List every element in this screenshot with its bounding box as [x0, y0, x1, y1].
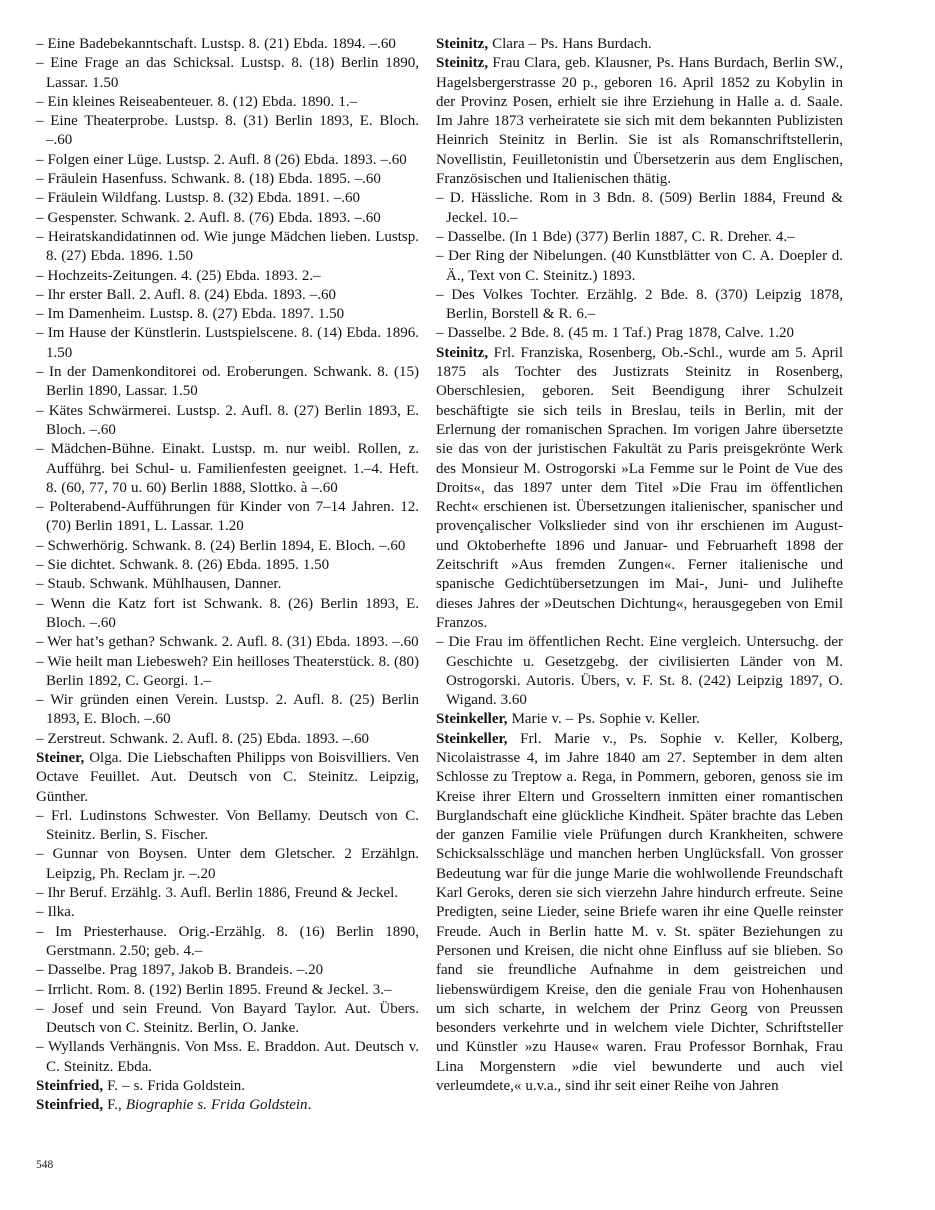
- work-list-item: – Ein kleines Reiseabenteuer. 8. (12) Ebda. 1890. 1.–: [36, 93, 358, 110]
- work-list-item: – Der Ring der Nibelungen. (40 Kunstblätter von C. A. Doepler d. Ä., Text von C. Steinitz.) 1893.: [436, 248, 843, 284]
- work-list-item: – Ihr erster Ball. 2. Aufl. 8. (24) Ebda. 1893. –.60: [36, 286, 337, 303]
- entry-surname: Steinfried,: [36, 1097, 104, 1114]
- work-list-item: – Im Hause der Künstlerin. Lustspielscene. 8. (14) Ebda. 1896. 1.50: [36, 325, 419, 361]
- work-list-item: – Eine Theaterprobe. Lustsp. 8. (31) Berlin 1893, E. Bloch. –.60: [36, 113, 419, 149]
- work-list-item: – Frl. Ludinstons Schwester. Von Bellamy. Deutsch von C. Steinitz. Berlin, S. Fischer.: [36, 807, 419, 844]
- work-list-item: – Folgen einer Lüge. Lustsp. 2. Aufl. 8 (26) Ebda. 1893. –.60: [36, 151, 407, 168]
- work-list-item: – Polterabend-Aufführungen für Kinder von 7–14 Jahren. 12. (70) Berlin 1891, L. Lassar. 1.20: [36, 499, 419, 535]
- entry-surname: Steinitz,: [436, 344, 489, 361]
- lexicon-entry: Steiner, Olga. Die Liebschaften Philipps von Boisvilliers. Ven Octave Feuillet. Aut. Deutsch von C. Steinitz. Leipzig, Günther.: [36, 749, 419, 805]
- work-list-item: – Fräulein Hasenfuss. Schwank. 8. (18) Ebda. 1895. –.60: [36, 171, 381, 188]
- work-list-item: – Dasselbe. (In 1 Bde) (377) Berlin 1887, C. R. Dreher. 4.–: [436, 228, 795, 245]
- work-list-item: – Im Priesterhause. Orig.-Erzählg. 8. (16) Berlin 1890, Gerstmann. 2.50; geb. 4.–: [36, 923, 419, 959]
- work-list-item: – Gespenster. Schwank. 2. Aufl. 8. (76) Ebda. 1893. –.60: [36, 209, 381, 226]
- entry-surname: Steinitz,: [436, 36, 489, 52]
- work-list-item: – Hochzeits-Zeitungen. 4. (25) Ebda. 1893. 2.–: [36, 267, 321, 284]
- work-list-item: – Schwerhörig. Schwank. 8. (24) Berlin 1894, E. Bloch. –.60: [36, 537, 406, 554]
- lexicon-entry: Steinfried, F., Biographie s. Frida Goldstein.: [36, 1097, 312, 1114]
- work-list-item: – Gunnar von Boysen. Unter dem Gletscher. 2 Erzählgn. Leipzig, Ph. Reclam jr. –.20: [36, 846, 419, 882]
- work-list-item: – Wenn die Katz fort ist Schwank. 8. (26) Berlin 1893, E. Bloch. –.60: [36, 595, 419, 631]
- entry-surname: Steiner,: [36, 749, 85, 766]
- work-list-item: – Sie dichtet. Schwank. 8. (26) Ebda. 1895. 1.50: [36, 557, 330, 574]
- work-list-item: – Heiratskandidatinnen od. Wie junge Mädchen lieben. Lustsp. 8. (27) Ebda. 1896. 1.50: [36, 228, 419, 265]
- work-list-item: – D. Hässliche. Rom in 3 Bdn. 8. (509) Berlin 1884, Freund & Jeckel. 10.–: [436, 190, 843, 226]
- two-column-text-block: [36, 35, 843, 1116]
- work-list-item: – Wie heilt man Liebesweh? Ein heilloses Theaterstück. 8. (80) Berlin 1892, C. Georgi. 1.–: [36, 653, 419, 689]
- work-list-item: – Kätes Schwärmerei. Lustsp. 2. Aufl. 8. (27) Berlin 1893, E. Bloch. –.60: [36, 402, 419, 438]
- work-list-item: – Staub. Schwank. Mühlhausen, Danner.: [36, 576, 282, 593]
- work-list-item: – Dasselbe. Prag 1897, Jakob B. Brandeis. –.20: [36, 962, 324, 979]
- entry-italic-reference: Biographie s. Frida Goldstein: [125, 1097, 308, 1114]
- work-list-item: – Irrlicht. Rom. 8. (192) Berlin 1895. Freund & Jeckel. 3.–: [36, 981, 392, 998]
- entry-surname: Steinkeller,: [436, 711, 508, 728]
- work-list-item: – Eine Badebekanntschaft. Lustsp. 8. (21) Ebda. 1894. –.60: [36, 36, 396, 52]
- lexicon-entry: Steinfried, F. – s. Frida Goldstein.: [36, 1078, 246, 1095]
- work-list-item: – Fräulein Wildfang. Lustsp. 8. (32) Ebda. 1891. –.60: [36, 190, 360, 207]
- lexicon-entry: Steinitz, Frl. Franziska, Rosenberg, Ob.-Schl., wurde am 5. April 1875 als Tochter des Justizrats Steinitz in Rosenberg, Oberschlesien, geboren. Seit Beendigung ihrer Schulzeit beschäftigte sie sich teils in Breslau, teils in Berlin, mit der Erlernung der romanischen Sprachen. Im vorigen Jahre übersetzte sie das von der juristischen Fakultät zu Paris preisgekrönte Werk des Monsieur M. Ostrogorski »La Femme sur le Point de Vue des Droits«, das 1897 unter dem Titel »Die Frau im öffentlichen Recht« erschienen ist. Übersetzungen italienischer, spanischer und provençalischer Volkslieder sind von ihr erschienen im August- und Oktoberhefte 1896 und Januar- und Februarheft 1898 der Zeitschrift »Aus fremden Zungen«. Ferner italienische und spanische Gedichtübersetzungen im Mai-, Juni- und Julihefte dieses Jahres der »Deutschen Dichtung«, herausgegeben von Emil Franzos.: [436, 344, 843, 631]
- work-list-item: – Dasselbe. 2 Bde. 8. (45 m. 1 Taf.) Prag 1878, Calve. 1.20: [436, 325, 795, 342]
- work-list-item: – Josef und sein Freund. Von Bayard Taylor. Aut. Übers. Deutsch von C. Steinitz. Berlin, O. Janke.: [36, 1000, 419, 1037]
- work-list-item: – Wer hat’s gethan? Schwank. 2. Aufl. 8. (31) Ebda. 1893. –.60: [36, 634, 419, 651]
- work-list-item: – In der Damenkonditorei od. Eroberungen. Schwank. 8. (15) Berlin 1890, Lassar. 1.50: [36, 364, 419, 400]
- work-list-item: – Die Frau im öffentlichen Recht. Eine vergleich. Untersuchg. der Geschichte u. Gesetzgebg. der civilisierten Länder von M. Ostrogorski. Autoris. Übers, v. F. St. 8. (242) Leipzig 1897, O. Wigand. 3.60: [436, 634, 843, 709]
- work-list-item: – Wir gründen einen Verein. Lustsp. 2. Aufl. 8. (25) Berlin 1893, E. Bloch. –.60: [36, 692, 419, 728]
- entry-surname: Steinfried,: [36, 1078, 104, 1095]
- lexicon-entry: Steinitz, Frau Clara, geb. Klausner, Ps. Hans Burdach, Berlin SW., Hagelsbergerstrasse 20 p., geboren 16. April 1852 zu Kobylin in der Provinz Posen, erhielt sie ihre Erziehung in Halle a. d. Saale. Im Jahre 1873 verheiratete sie sich mit dem bekannten Publizisten Heinrich Steinitz in Berlin. Sie ist als Romanschriftstellerin, Novellistin, Feuilletonistin und Übersetzerin aus dem Englischen, Französischen und Italienischen thätig.: [436, 55, 843, 188]
- lexicon-entry: Steinitz, Clara – Ps. Hans Burdach.: [436, 36, 652, 52]
- left-column: [36, 35, 419, 1116]
- work-list-item: – Im Damenheim. Lustsp. 8. (27) Ebda. 1897. 1.50: [36, 306, 345, 323]
- work-list-item: – Zerstreut. Schwank. 2. Aufl. 8. (25) Ebda. 1893. –.60: [36, 730, 370, 747]
- right-column: [436, 35, 843, 1116]
- lexicon-entry: Steinkeller, Frl. Marie v., Ps. Sophie v. Keller, Kolberg, Nicolaistrasse 4, im Jahre 1840 am 27. September in dem alten Schlosse zu Treptow a. Rega, in Pommern, geboren, genoss sie im Kreise ihrer Eltern und Grosseltern inmitten einer romantischen Burglandschaft eine glückliche Kindheit. Später brachte das Leben der ganzen Familie viele Prüfungen durch Krankheiten, schwere Schicksalsschläge und manchen herben Unglücksfall. Von grosser Bedeutung war für die junge Marie die wohlwollende Freundschaft Karl Geroks, deren sie sich vierzehn Jahre hindurch erfreute. Seine Predigten, seine Lieder, seine Briefe waren ihr eine Quelle reinster Freude. Auch in Berlin hatte M. v. St. später Beziehungen zu Personen und Kreisen, die nicht ohne Einfluss auf sie blieben. So fand sie freundliche Aufnahme in dem geistreichen und liebenswürdigem Kreise, den die geniale Frau von Hohenhausen um sich scharte, in welchem der Prinz Georg von Preussen besonders verkehrte und in welchem viele Dichter, Schriftsteller und Künstler »zu Hause« waren. Frau Professor Bornhak, Frau Lina Morgenstern »die viel bewunderte und auch viel verleumdete,« u.v.a., sind ihr seit einer Reihe von Jahren: [436, 730, 843, 1095]
- work-list-item: – Ihr Beruf. Erzählg. 3. Aufl. Berlin 1886, Freund & Jeckel.: [36, 885, 399, 902]
- entry-surname: Steinkeller,: [436, 730, 508, 747]
- work-list-item: – Des Volkes Tochter. Erzählg. 2 Bde. 8. (370) Leipzig 1878, Berlin, Borstell & R. 6.–: [436, 286, 843, 323]
- work-list-item: – Eine Frage an das Schicksal. Lustsp. 8. (18) Berlin 1890, Lassar. 1.50: [36, 55, 419, 91]
- page-number: 548: [36, 1159, 54, 1171]
- work-list-item: – Ilka.: [36, 904, 75, 921]
- work-list-item: – Wyllands Verhängnis. Von Mss. E. Braddon. Aut. Deutsch v. C. Steinitz. Ebda.: [36, 1039, 419, 1075]
- lexicon-entry: Steinkeller, Marie v. – Ps. Sophie v. Keller.: [436, 711, 700, 728]
- entry-surname: Steinitz,: [436, 55, 489, 72]
- work-list-item: – Mädchen-Bühne. Einakt. Lustsp. m. nur weibl. Rollen, z. Aufführg. bei Schul- u. Familienfesten geeignet. 1.–4. Heft. 8. (60, 77, 70 u. 60) Berlin 1888, Slottko. à –.60: [36, 441, 419, 496]
